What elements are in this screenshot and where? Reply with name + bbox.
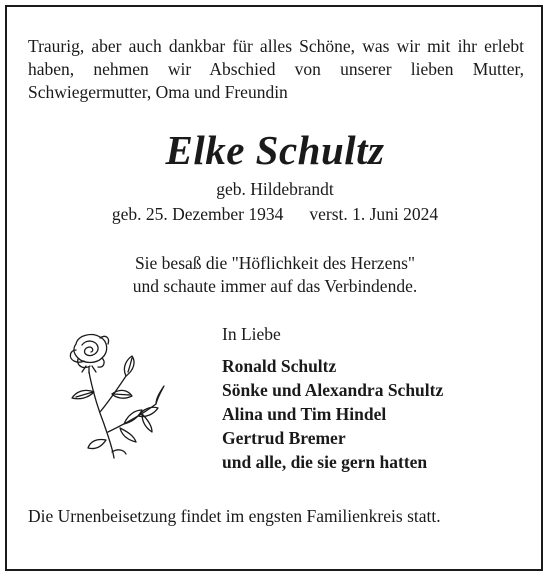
mourner-name: und alle, die sie gern hatten — [222, 452, 428, 472]
intro-text: Traurig, aber auch dankbar für alles Schöne, was wir mit ihr erlebt haben, nehmen wir Abschied von unserer lieben Mutter, Schwiegermutter, Oma und Freundin — [28, 36, 524, 102]
mourner-name: Gertrud Bremer — [222, 428, 346, 448]
in-love-label: In Liebe — [222, 324, 281, 344]
death-date: verst. 1. Juni 2024 — [309, 204, 439, 224]
mourner-name: Alina und Tim Hindel — [222, 404, 387, 424]
quote-line-1: Sie besaß die "Höflichkeit des Herzens" — [134, 253, 416, 273]
birth-date: geb. 25. Dezember 1934 — [111, 204, 284, 224]
rose-drawing-icon — [62, 328, 166, 462]
memorial-quote — [0, 252, 550, 298]
life-dates — [0, 203, 550, 225]
mourner-name: Sönke und Alexandra Schultz — [222, 380, 444, 400]
funeral-info: Die Urnenbeisetzung findet im engsten Familienkreis statt. — [28, 506, 441, 526]
mourner-name: Ronald Schultz — [222, 356, 337, 376]
quote-line-2: und schaute immer auf das Verbindende. — [132, 276, 418, 296]
mourners-list — [222, 354, 443, 474]
deceased-name: Elke Schultz — [165, 127, 385, 173]
birth-name: geb. Hildebrandt — [216, 179, 334, 199]
